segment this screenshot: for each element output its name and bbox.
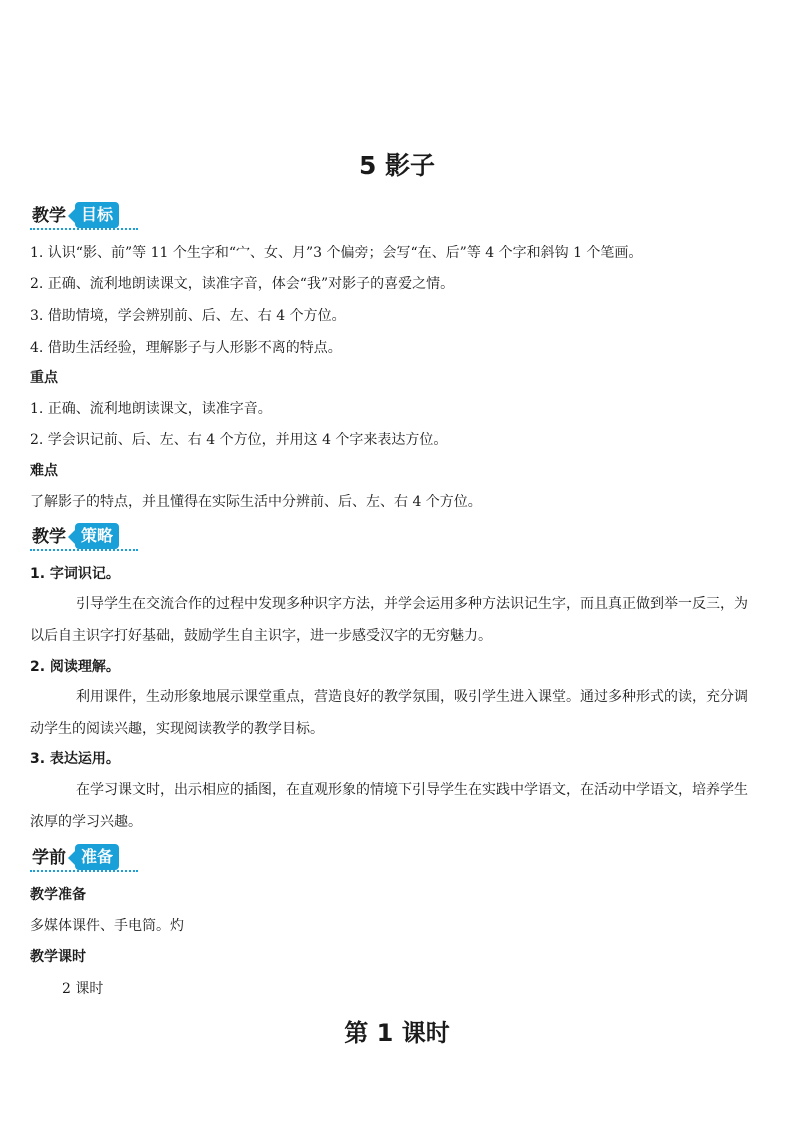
badge-underline bbox=[30, 870, 138, 872]
goal-item: 2. 正确、流利地朗读课文，读准字音，体会“我”对影子的喜爱之情。 bbox=[30, 276, 455, 292]
goal-item: 1. 认识“影、前”等 11 个生字和“宀、女、月”3 个偏旁；会写“在、后”等 4 个字和斜钩 1 个笔画。 bbox=[30, 245, 643, 261]
strategy-text: 在学习课文时，出示相应的插图，在直观形象的情境下引导学生在实践中学语文，在活动中学语文，培养学生浓厚的学习兴趣。 bbox=[30, 782, 748, 830]
strategy-heading: 2. 阅读理解。 bbox=[30, 659, 120, 675]
lesson-title: 5 影子 bbox=[358, 151, 436, 180]
section-badge-prep bbox=[30, 842, 119, 872]
materials-text: 多媒体课件、手电筒。灼 bbox=[30, 918, 184, 934]
section-badge-left: 教学 bbox=[32, 206, 66, 226]
difficulties-text: 了解影子的特点，并且懂得在实际生活中分辨前、后、左、右 4 个方位。 bbox=[30, 494, 482, 510]
key-point-item: 1. 正确、流利地朗读课文，读准字音。 bbox=[30, 401, 272, 417]
materials-heading: 教学准备 bbox=[30, 887, 86, 903]
badge-arrow-icon bbox=[68, 530, 75, 544]
badge-arrow-icon bbox=[68, 851, 75, 865]
goal-item: 4. 借助生活经验，理解影子与人形影不离的特点。 bbox=[30, 340, 342, 356]
section-badge-right: 准备 bbox=[75, 844, 119, 870]
strategy-text: 利用课件，生动形象地展示课堂重点，营造良好的教学氛围，吸引学生进入课堂。通过多种形式的读，充分调动学生的阅读兴趣，实现阅读教学的教学目标。 bbox=[30, 689, 748, 737]
badge-arrow-icon bbox=[68, 209, 75, 223]
section-badge-right: 策略 bbox=[75, 523, 119, 549]
difficulties-heading: 难点 bbox=[30, 463, 58, 479]
lesson-period-title: 第 1 课时 bbox=[344, 1019, 450, 1047]
section-badge-goals bbox=[30, 200, 119, 230]
section-badge-strategy bbox=[30, 521, 119, 551]
goal-item: 3. 借助情境，学会辨别前、后、左、右 4 个方位。 bbox=[30, 308, 346, 324]
strategy-heading: 3. 表达运用。 bbox=[30, 751, 120, 767]
badge-underline bbox=[30, 228, 138, 230]
strategy-text: 引导学生在交流合作的过程中发现多种识字方法，并学会运用多种方法识记生字，而且真正做到举一反三，为以后自主识字打好基础，鼓励学生自主识字，进一步感受汉字的无穷魅力。 bbox=[30, 596, 748, 644]
hours-text: 2 课时 bbox=[62, 981, 104, 997]
badge-underline bbox=[30, 549, 138, 551]
strategy-heading: 1. 字词识记。 bbox=[30, 566, 120, 582]
section-badge-right: 目标 bbox=[75, 202, 119, 228]
key-points-heading: 重点 bbox=[30, 370, 58, 386]
key-point-item: 2. 学会识记前、后、左、右 4 个方位，并用这 4 个字来表达方位。 bbox=[30, 432, 448, 448]
section-badge-left: 教学 bbox=[32, 527, 66, 547]
section-badge-left: 学前 bbox=[32, 848, 66, 868]
hours-heading: 教学课时 bbox=[30, 949, 86, 965]
